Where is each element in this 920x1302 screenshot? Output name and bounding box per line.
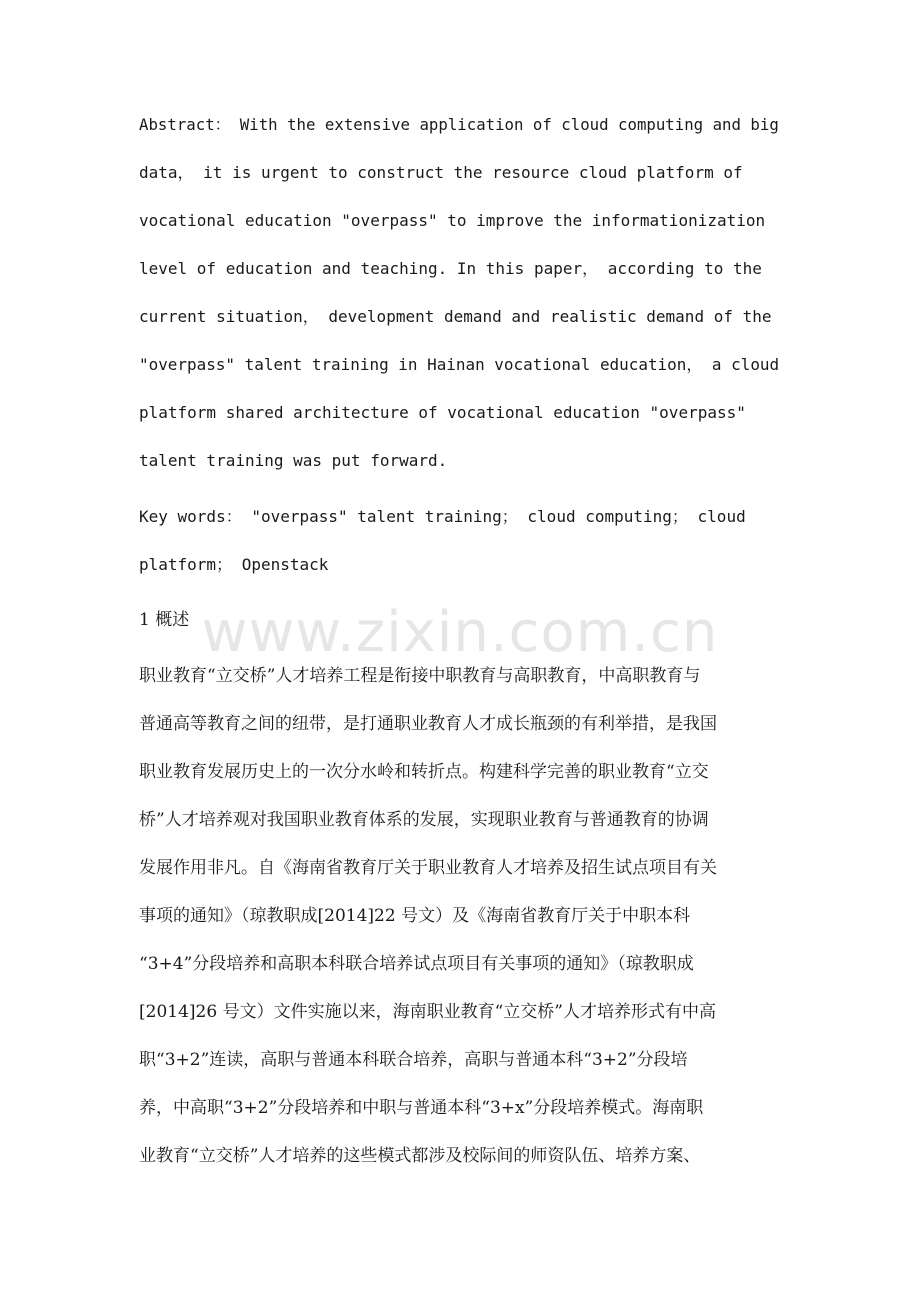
watermark: www.zixin.com.cn (201, 600, 719, 665)
body-line: 事项的通知》（琼教职成[2014]22 号文）及《海南省教育厅关于中职本科 (139, 906, 691, 926)
abstract-line: platform shared architecture of vocational education "overpass" (139, 403, 746, 422)
body-line: 职“3+2”连读，高职与普通本科联合培养，高职与普通本科“3+2”分段培 (139, 1050, 688, 1070)
abstract-line: Abstract： With the extensive application of cloud computing and big (139, 115, 779, 134)
body-line: 职业教育发展历史上的一次分水岭和转折点。构建科学完善的职业教育“立交 (139, 762, 709, 782)
body-line: “3+4”分段培养和高职本科联合培养试点项目有关事项的通知》（琼教职成 (139, 954, 694, 974)
keywords-line: Key words： "overpass" talent training； cloud computing； cloud (139, 507, 746, 526)
body-line: 职业教育“立交桥”人才培养工程是衔接中职教育与高职教育，中高职教育与 (139, 666, 701, 686)
abstract-line: vocational education "overpass" to improve the informationization (139, 211, 766, 230)
body-line: [2014]26 号文）文件实施以来，海南职业教育“立交桥”人才培养形式有中高 (139, 1002, 716, 1022)
body-line: 普通高等教育之间的纽带，是打通职业教育人才成长瓶颈的有利举措，是我国 (139, 714, 717, 734)
body-line: 养，中高职“3+2”分段培养和中职与普通本科“3+x”分段培养模式。海南职 (139, 1098, 704, 1118)
abstract-line: talent training was put forward. (139, 451, 448, 470)
abstract-line: "overpass" talent training in Hainan vocational education， a cloud (139, 355, 780, 374)
abstract-line: current situation， development demand and realistic demand of the (139, 307, 772, 326)
abstract-line: level of education and teaching. In this paper， according to the (139, 259, 762, 278)
body-line: 桥”人才培养观对我国职业教育体系的发展，实现职业教育与普通教育的协调 (139, 810, 709, 830)
keywords-line: platform； Openstack (139, 555, 329, 574)
body-line: 发展作用非凡。自《海南省教育厅关于职业教育人才培养及招生试点项目有关 (139, 858, 717, 878)
section-heading: 1 概述 (139, 610, 190, 630)
body-line: 业教育“立交桥”人才培养的这些模式都涉及校际间的师资队伍、培养方案、 (139, 1146, 701, 1166)
abstract-line: data， it is urgent to construct the resource cloud platform of (139, 163, 743, 182)
